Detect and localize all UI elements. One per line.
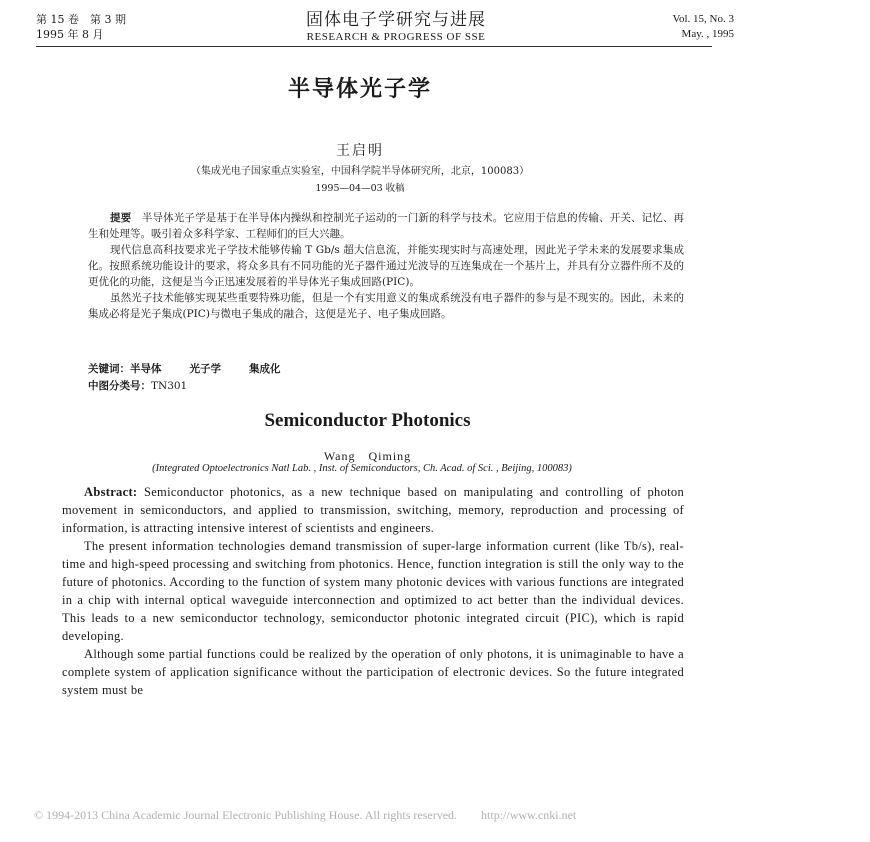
abstract-cn-text-1: 半导体光子学是基于在半导体内操纵和控制光子运动的一门新的科学与技术。它应用于信息的传输、开关、记忆、再生和处理等。吸引着众多科学家、工程师们的巨大兴趣。 [88,212,685,240]
clc-value: TN301 [151,380,188,392]
date-en: May. , 1995 [681,28,734,40]
keyword-item: 集成化 [249,363,281,375]
header-rule [36,46,712,47]
abstract-cn-text-3: 虽然光子技术能够实现某些重要特殊功能，但是一个有实用意义的集成系统没有电子器件的参与是不现实的。因此，未来的集成必将是光子集成(PIC)与微电子集成的融合，这便是光子、电子集成回路。 [88,292,684,320]
volume-cn: 第 15 卷 第 3 期 [36,13,126,26]
abstract-en [62,483,684,699]
journal-name-en: RESEARCH & PROGRESS OF SSE [306,31,486,43]
keywords-label: 关键词： [88,363,130,375]
date-cn: 1995 年 8 月 [36,28,104,41]
classification-number [88,378,187,394]
journal-name-cn: 固体电子学研究与进展 [306,10,486,30]
article-title-en: Semiconductor Photonics [264,410,471,431]
author-cn: 王启明 [336,143,384,159]
journal-name [256,10,536,44]
article-title-cn: 半导体光子学 [287,77,432,102]
abstract-en-text-3: Although some partial functions could be realized by the operation of only photons, it is unimaginable to have a complete system of application significance without the participation of electronic devices. So the future integrated system must be [62,647,684,697]
received-date: 1995—04—03 收稿 [315,183,405,194]
affiliation-cn: （集成光电子国家重点实验室，中国科学院半导体研究所，北京，100083） [190,166,530,177]
keyword-item: 光子学 [189,363,221,375]
abstract-en-text-2: The present information technologies demand transmission of super-large information current (like Tb/s), real-time and high-speed processing and switching from photonics. Hence, function integration is still the only way to the future of photonics. According to the function of system many photonic devices with various functions are integrated in a chip with internal optical waveguide interconnection and optimized to act better than the individual devices. This leads to a new semiconductor technology, semiconductor photonic integrated circuit (PIC), which is rapid developing. [62,539,684,643]
affiliation-en: (Integrated Optoelectronics Natl Lab. , Inst. of Semiconductors, Ch. Acad. of Sci. , Beijing, 100083) [152,463,572,474]
abstract-en-label: Abstract: [84,485,138,499]
keywords [88,361,281,377]
running-header [36,10,734,46]
volume-issue-en [634,12,734,42]
volume-en: Vol. 15, No. 3 [672,13,734,25]
abstract-cn [88,210,684,322]
author-en: Wang Qiming [323,449,412,463]
abstract-en-paragraph [62,483,684,537]
abstract-cn-text-2: 现代信息高科技要求光子学技术能够传输 T Gb/s 超大信息流，并能实现实时与高速处理，因此光子学未来的发展要求集成化。按照系统功能设计的要求，将众多具有不同功能的光子器件通过光波导的互连集成在一个基片上，并具有分立器件所不及的更优化的功能，这便是当今正迅速发展着的半导体光子集成回路(PIC)。 [88,244,684,288]
abstract-cn-paragraph [88,210,684,242]
abstract-cn-label: 提要 [110,212,132,224]
keyword-item: 半导体 [130,363,162,375]
clc-label: 中图分类号： [88,380,151,392]
abstract-en-text-1: Semiconductor photonics, as a new technique based on manipulating and controlling of photon movement in semiconductors, and applied to transmission, switching, memory, reproduction and processing of information, is attracting intensive interest of scientists and engineers. [62,485,684,535]
copyright-footer: © 1994-2013 China Academic Journal Electronic Publishing House. All rights reserved. http://www.cnki.net [34,808,577,822]
volume-issue-cn [36,12,126,42]
